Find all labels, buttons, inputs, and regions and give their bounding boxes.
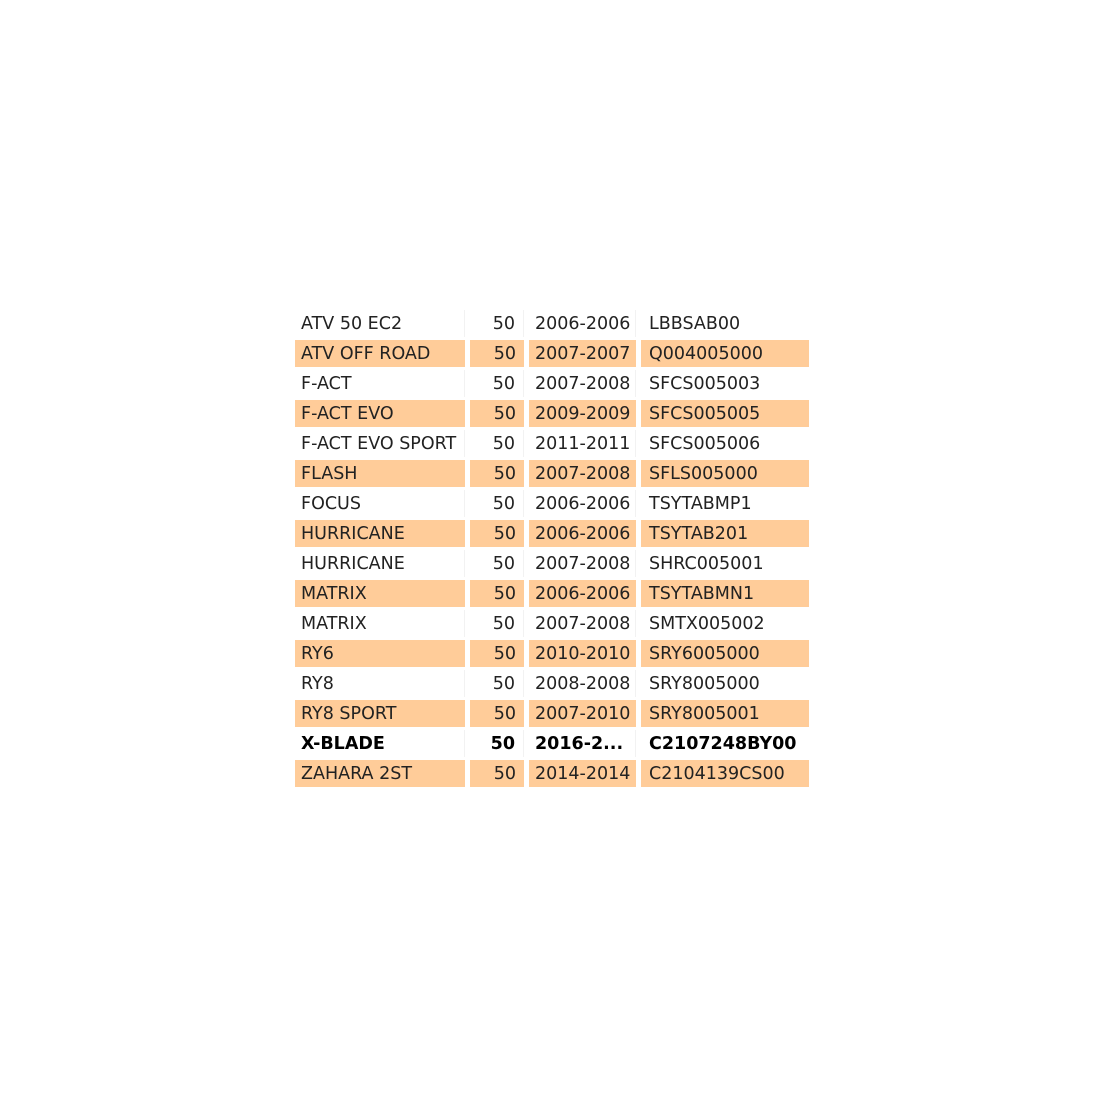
table-row [295,759,809,789]
engine-cc-cell: 50 [470,400,524,427]
engine-cc-cell: 50 [470,730,524,757]
table-row [295,579,809,609]
part-code-cell: TSYTABMP1 [641,490,809,517]
years-cell: 2007-2010 [529,700,636,727]
part-code-cell: SRY8005000 [641,670,809,697]
part-code-cell: SFCS005006 [641,430,809,457]
part-code-cell: C2107248BY00 [641,730,809,757]
model-cell: ATV 50 EC2 [295,310,465,337]
part-code-cell: SMTX005002 [641,610,809,637]
part-code-cell: C2104139CS00 [641,760,809,787]
model-cell: F-ACT EVO [295,400,465,427]
years-cell: 2011-2011 [529,430,636,457]
years-cell: 2006-2006 [529,520,636,547]
engine-cc-cell: 50 [470,490,524,517]
table-row [295,639,809,669]
part-code-cell: SHRC005001 [641,550,809,577]
part-code-cell: LBBSAB00 [641,310,809,337]
model-cell: ATV OFF ROAD [295,340,465,367]
model-cell: HURRICANE [295,550,465,577]
engine-cc-cell: 50 [470,310,524,337]
model-compatibility-table [295,309,809,789]
engine-cc-cell: 50 [470,760,524,787]
table-row [295,429,809,459]
years-cell: 2008-2008 [529,670,636,697]
years-cell: 2007-2008 [529,550,636,577]
table-row [295,309,809,339]
years-cell: 2009-2009 [529,400,636,427]
years-cell: 2007-2007 [529,340,636,367]
table-row [295,549,809,579]
engine-cc-cell: 50 [470,640,524,667]
engine-cc-cell: 50 [470,550,524,577]
engine-cc-cell: 50 [470,610,524,637]
engine-cc-cell: 50 [470,520,524,547]
model-cell: MATRIX [295,580,465,607]
years-cell: 2006-2006 [529,490,636,517]
engine-cc-cell: 50 [470,430,524,457]
table-row [295,459,809,489]
engine-cc-cell: 50 [470,580,524,607]
part-code-cell: TSYTABMN1 [641,580,809,607]
table-row [295,699,809,729]
table-row [295,669,809,699]
model-cell: X-BLADE [295,730,465,757]
model-cell: MATRIX [295,610,465,637]
model-cell: F-ACT [295,370,465,397]
model-cell: RY8 SPORT [295,700,465,727]
part-code-cell: SRY6005000 [641,640,809,667]
engine-cc-cell: 50 [470,460,524,487]
part-code-cell: TSYTAB201 [641,520,809,547]
table-row [295,369,809,399]
model-cell: ZAHARA 2ST [295,760,465,787]
years-cell: 2007-2008 [529,370,636,397]
model-cell: FOCUS [295,490,465,517]
years-cell: 2016-2... [529,730,636,757]
engine-cc-cell: 50 [470,700,524,727]
years-cell: 2006-2006 [529,580,636,607]
engine-cc-cell: 50 [470,670,524,697]
part-code-cell: SFLS005000 [641,460,809,487]
model-cell: F-ACT EVO SPORT [295,430,465,457]
table-row [295,519,809,549]
part-code-cell: SFCS005003 [641,370,809,397]
model-cell: HURRICANE [295,520,465,547]
table-row [295,339,809,369]
years-cell: 2007-2008 [529,610,636,637]
engine-cc-cell: 50 [470,370,524,397]
model-cell: FLASH [295,460,465,487]
model-cell: RY8 [295,670,465,697]
table-row [295,729,809,759]
engine-cc-cell: 50 [470,340,524,367]
years-cell: 2006-2006 [529,310,636,337]
years-cell: 2014-2014 [529,760,636,787]
table-row [295,399,809,429]
model-cell: RY6 [295,640,465,667]
part-code-cell: SFCS005005 [641,400,809,427]
table-row [295,609,809,639]
years-cell: 2010-2010 [529,640,636,667]
years-cell: 2007-2008 [529,460,636,487]
part-code-cell: Q004005000 [641,340,809,367]
table-row [295,489,809,519]
part-code-cell: SRY8005001 [641,700,809,727]
